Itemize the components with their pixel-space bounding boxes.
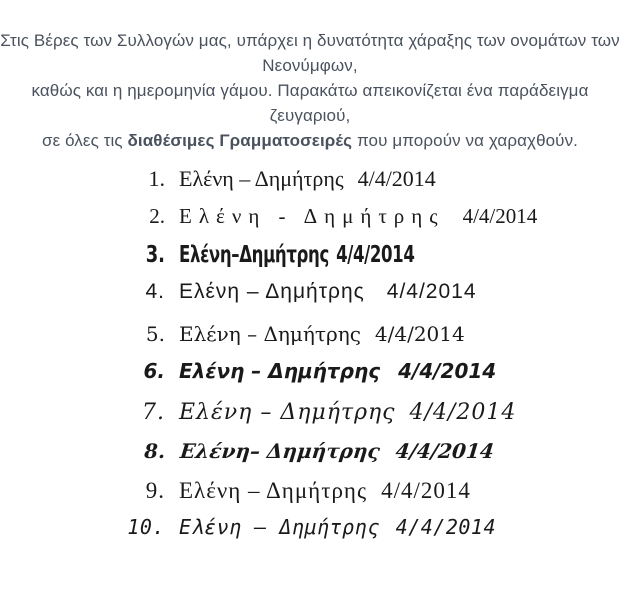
list-number: 2. <box>149 204 165 228</box>
couple-names: Ελένη – Δημήτρης <box>179 515 380 539</box>
couple-names: Ελένη – Δημήτρης <box>179 166 344 191</box>
font-sample-row-3 <box>0 242 620 268</box>
list-number: 9. <box>145 478 165 503</box>
list-number: 7. <box>142 400 165 425</box>
couple-names: Ελένη– Δημήτρης <box>179 439 382 463</box>
font-sample-row-10 <box>0 515 620 539</box>
couple-names: Ελένη – Δημήτρης <box>179 322 361 346</box>
wedding-date: 4/4/2014 <box>462 204 538 228</box>
wedding-date: 4/4/2014 <box>409 400 517 425</box>
font-sample-row-5 <box>0 322 620 346</box>
list-number: 8. <box>144 439 165 463</box>
font-sample-row-7 <box>0 400 620 425</box>
wedding-date: 4/4/2014 <box>398 359 497 383</box>
intro-line-1: Στις Βέρες των Συλλογών μας, υπάρχει η δυνατότητα χάραξης των ονομάτων των Νεονύμφων, <box>0 31 620 75</box>
font-sample-row-2 <box>0 204 620 229</box>
wedding-date: 4/4/2014 <box>374 322 465 346</box>
wedding-date: 4/4/2014 <box>394 439 496 463</box>
wedding-date: 4/4/2014 <box>381 478 471 503</box>
font-sample-row-6 <box>0 359 620 383</box>
intro-line-3-suffix: που μπορούν να χαραχθούν. <box>352 131 579 150</box>
wedding-date: 4/4/2014 <box>336 242 415 268</box>
list-number: 3. <box>145 242 165 268</box>
font-sample-row-1 <box>0 166 620 192</box>
wedding-date: 4/4/2014 <box>357 166 436 191</box>
font-sample-row-8 <box>0 439 620 463</box>
font-sample-row-9 <box>0 478 620 504</box>
list-number: 6. <box>143 359 165 383</box>
list-number: 1. <box>148 166 165 191</box>
couple-names: Ελένη–Δημήτρης <box>179 242 329 268</box>
wedding-date: 4/4/2014 <box>386 280 477 303</box>
intro-line-3-prefix: σε όλες τις <box>41 131 128 150</box>
list-number: 4. <box>145 280 165 303</box>
couple-names: Ελένη – Δημήτρης <box>179 478 368 503</box>
intro-line-3-bold-phrase: διαθέσιμες Γραμματοσειρές <box>127 131 353 150</box>
list-number: 10. <box>127 515 165 539</box>
couple-names: Ελένη – Δημήτρης <box>179 280 365 303</box>
couple-names: Ελένη – Δημήτρης <box>179 400 396 425</box>
intro-line-2: καθώς και η ημερομηνία γάμου. Παρακάτω απεικονίζεται ένα παράδειγμα ζευγαριού, <box>31 81 589 125</box>
font-sample-row-4 <box>0 280 620 304</box>
wedding-date: 4/4/2014 <box>395 515 496 539</box>
couple-names: Ελένη - Δημήτρης <box>179 204 445 228</box>
list-number: 5. <box>145 322 165 346</box>
couple-names: Ελένη – Δημήτρης <box>179 359 381 383</box>
